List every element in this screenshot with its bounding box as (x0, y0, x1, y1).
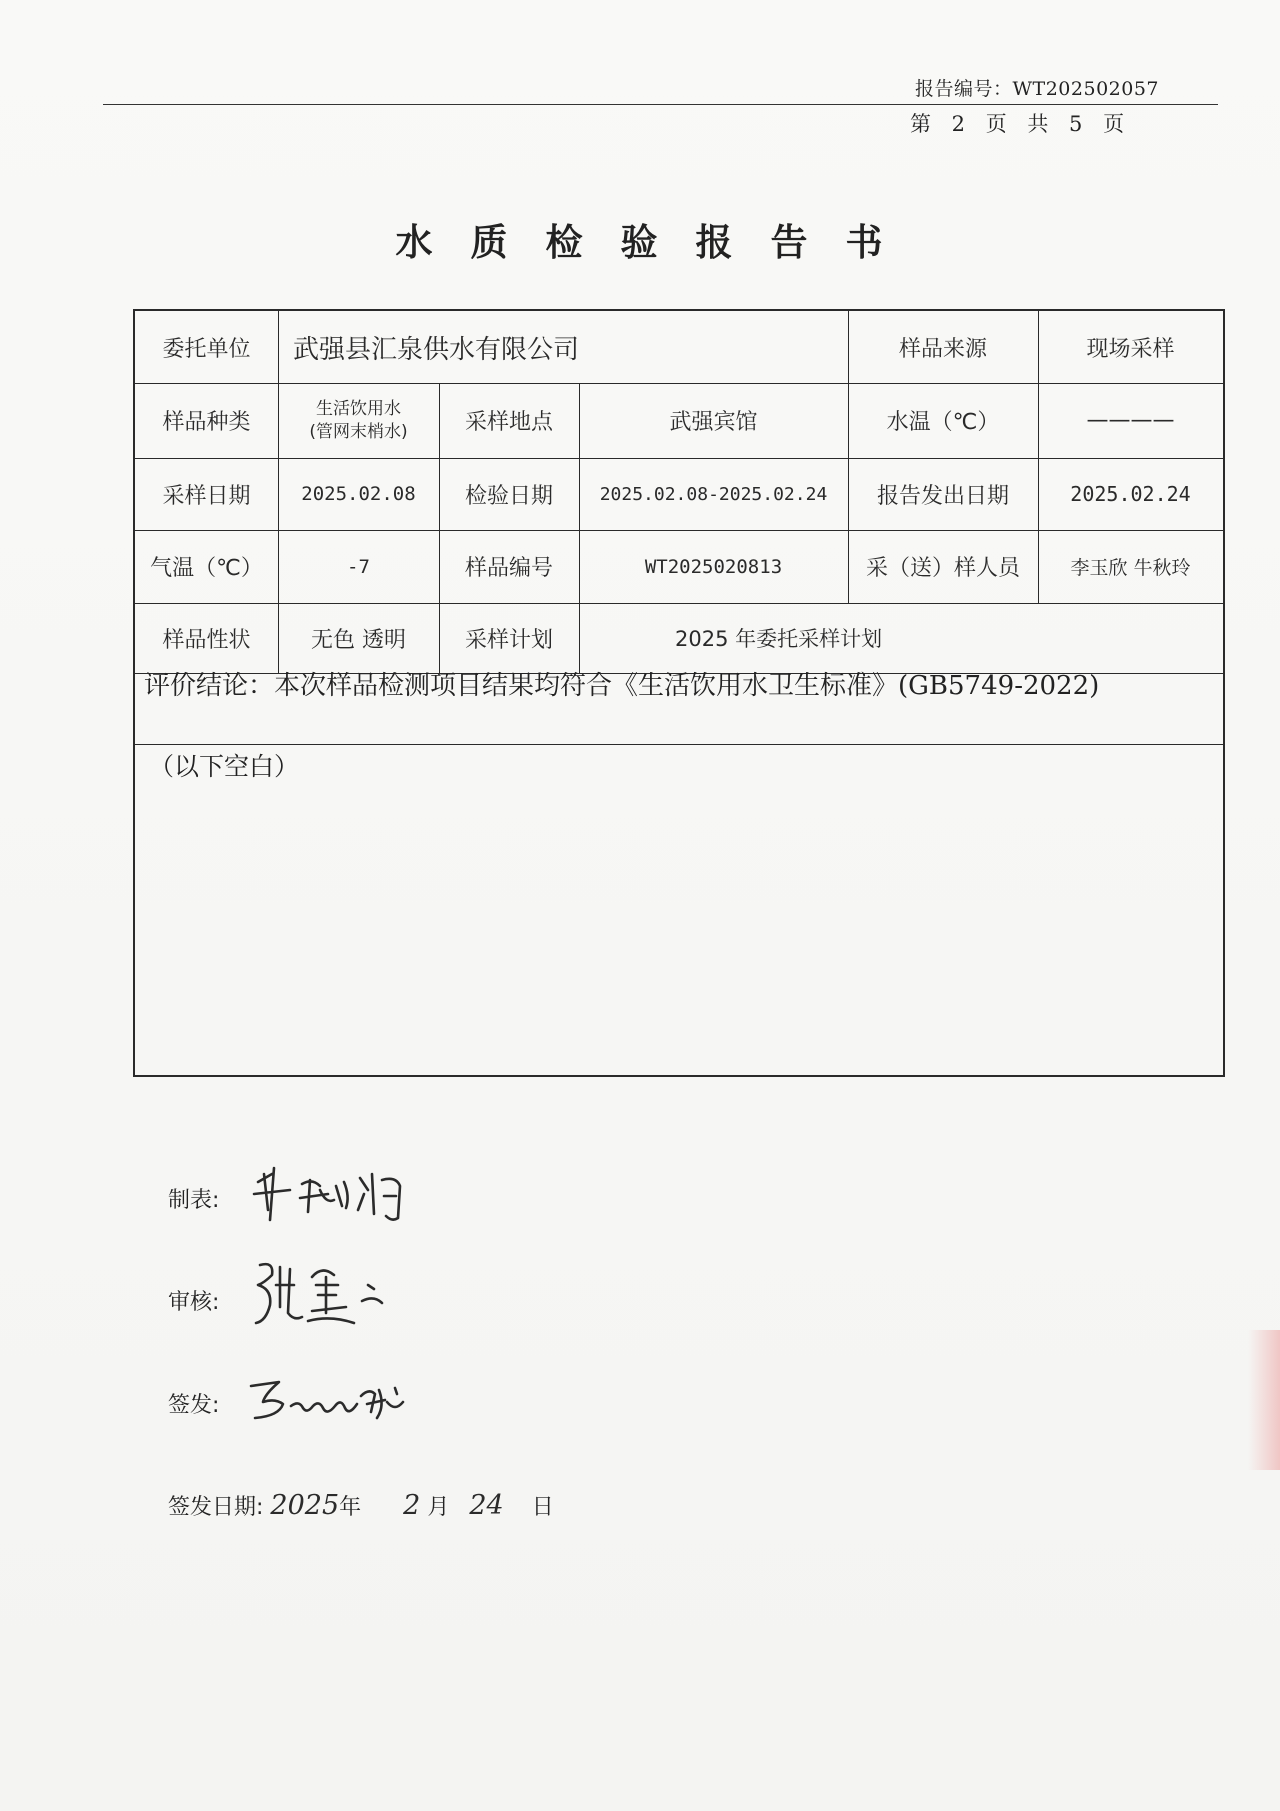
source-value: 现场采样 (1086, 336, 1175, 362)
sample-date-label: 采样日期 (162, 483, 251, 509)
issue-date-line (168, 1490, 554, 1521)
seal-edge-mark (1248, 1330, 1280, 1470)
row-divider (135, 744, 1223, 745)
issue-year: 2025 (270, 1490, 340, 1521)
prepared-label: 制表: (168, 1188, 220, 1213)
type-value-line2: (管网末梢水) (309, 421, 408, 442)
blank-note: （以下空白） (149, 752, 300, 781)
test-date-value: 2025.02.08-2025.02.24 (599, 483, 828, 505)
type-value (278, 383, 439, 458)
reviewed-signature (250, 1255, 420, 1335)
issued-signature (245, 1372, 420, 1432)
sample-no-label: 样品编号 (464, 556, 553, 581)
air-temp-label: 气温（℃） (150, 556, 263, 581)
document-title: 水质检验报告书 (395, 221, 921, 264)
site-label: 采样地点 (464, 410, 553, 435)
sampler-label: 采（送）样人员 (865, 556, 1020, 581)
client-label: 委托单位 (162, 336, 251, 362)
issue-day: 24 (469, 1490, 504, 1521)
site-value: 武强宾馆 (669, 410, 758, 435)
type-label: 样品种类 (162, 410, 251, 435)
issue-date-label: 报告发出日期 (876, 483, 1009, 509)
report-table (133, 309, 1225, 1077)
prepared-signature (250, 1160, 430, 1230)
header-divider (103, 104, 1218, 105)
test-date-label: 检验日期 (464, 483, 553, 509)
issue-date-label-text: 签发日期: (168, 1495, 264, 1520)
type-value-line1: 生活饮用水 (316, 398, 401, 419)
plan-label: 采样计划 (464, 627, 553, 653)
day-unit: 日 (531, 1495, 554, 1520)
report-number: 报告编号：WT202502057 (915, 78, 1160, 100)
sample-no-value: WT2025020813 (644, 555, 783, 578)
reviewed-label: 审核: (168, 1290, 220, 1315)
water-temp-value: ———— (1086, 408, 1175, 433)
water-temp-label: 水温（℃） (886, 410, 1000, 435)
month-unit: 月 (427, 1495, 450, 1520)
year-unit: 年 (339, 1495, 362, 1520)
plan-value: 2025 年委托采样计划 (675, 627, 883, 651)
property-label: 样品性状 (162, 627, 251, 653)
evaluation-conclusion: 评价结论：本次样品检测项目结果均符合《生活饮用水卫生标准》(GB5749-2022) (144, 671, 1100, 701)
issued-label: 签发: (168, 1393, 220, 1418)
client-value: 武强县汇泉供水有限公司 (293, 334, 580, 365)
issue-month: 2 (403, 1490, 421, 1521)
page-info: 第 2 页 共 5 页 (910, 112, 1125, 136)
sample-date-value: 2025.02.08 (301, 483, 416, 505)
source-label: 样品来源 (898, 336, 987, 362)
air-temp-value: -7 (347, 555, 370, 578)
issue-date-value: 2025.02.24 (1070, 482, 1191, 506)
sampler-value: 李玉欣 牛秋玲 (1070, 557, 1191, 579)
property-value: 无色 透明 (311, 627, 406, 653)
